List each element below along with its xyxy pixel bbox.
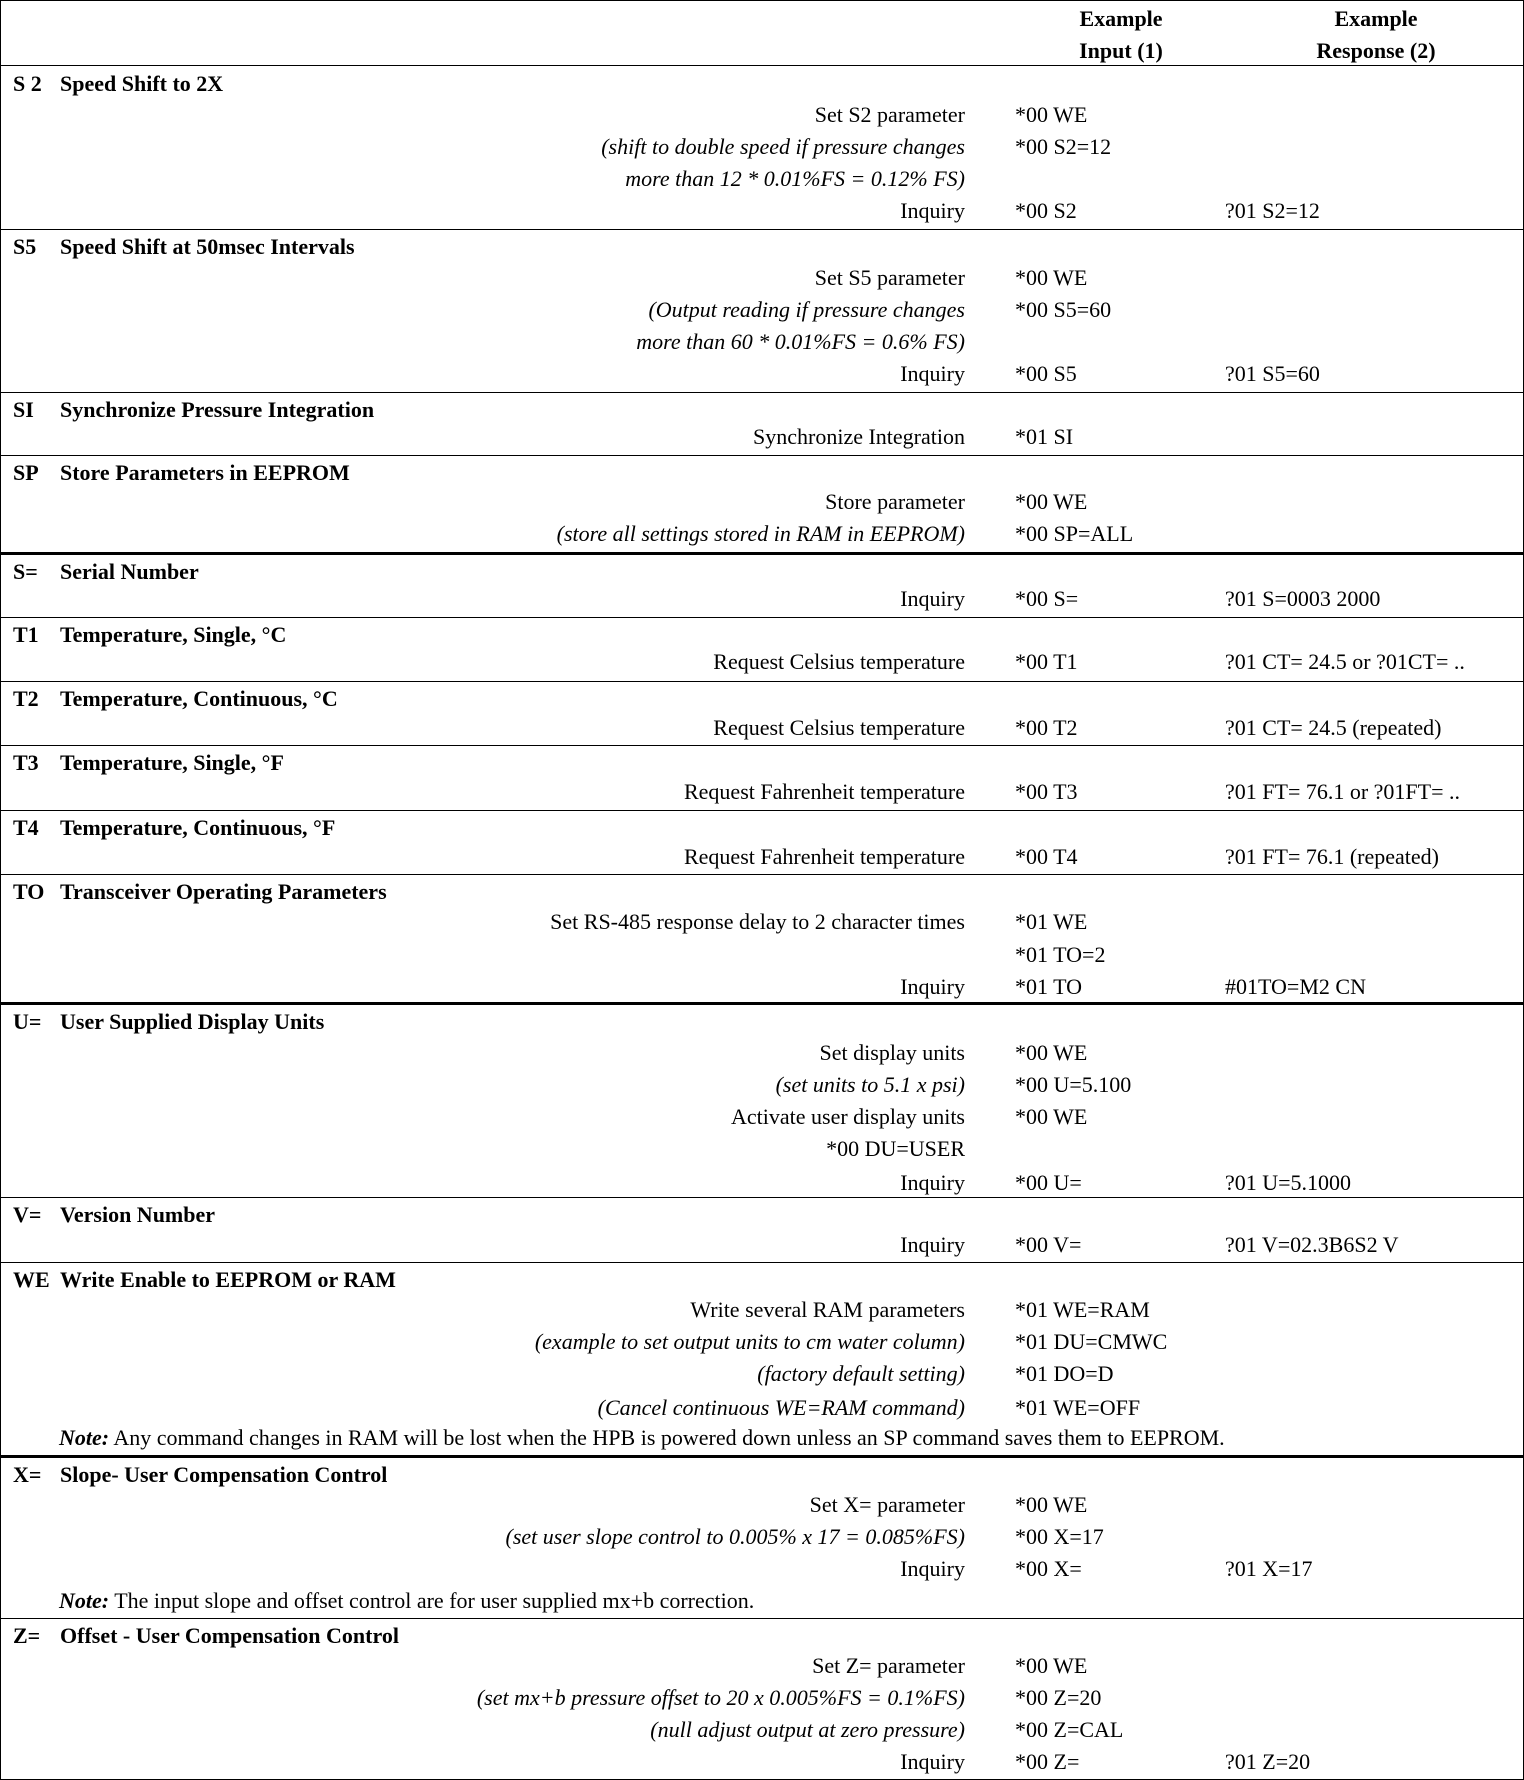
example-input: *01 TO xyxy=(1015,974,1083,999)
table-row xyxy=(1,1682,1523,1714)
example-response: ?01 FT= 76.1 or ?01FT= .. xyxy=(1225,779,1461,804)
table-row xyxy=(1,1101,1523,1133)
command-name: Transceiver Operating Parameters xyxy=(60,879,387,904)
table-row xyxy=(1,939,1523,971)
command-section xyxy=(1,618,1523,682)
table-row xyxy=(1,1489,1523,1521)
row-description: Set RS-485 response delay to 2 character times xyxy=(550,909,965,934)
command-name: Synchronize Pressure Integration xyxy=(60,397,375,422)
note-text: Any command changes in RAM will be lost when the HPB is powered down unless an SP command saves them to EEPROM. xyxy=(109,1425,1225,1450)
row-description: Inquiry xyxy=(900,974,965,999)
example-input: *00 WE xyxy=(1015,1104,1088,1129)
command-name: Speed Shift to 2X xyxy=(60,71,224,96)
example-input: *00 S= xyxy=(1015,586,1079,611)
row-description: Set Z= parameter xyxy=(812,1653,965,1678)
row-description: Set S2 parameter xyxy=(814,102,965,127)
command-section xyxy=(1,1619,1523,1780)
table-row xyxy=(1,1133,1523,1165)
command-section xyxy=(1,875,1523,1005)
table-row xyxy=(1,262,1523,294)
command-code: SP xyxy=(13,460,39,485)
example-input: *01 WE xyxy=(1015,909,1088,934)
row-description: Inquiry xyxy=(900,1170,965,1195)
row-description: *00 DU=USER xyxy=(826,1136,965,1161)
example-input: *00 T1 xyxy=(1015,649,1078,674)
table-row xyxy=(1,1650,1523,1682)
note-text: The input slope and offset control are for user supplied mx+b correction. xyxy=(109,1588,755,1613)
example-input: *01 DU=CMWC xyxy=(1015,1329,1168,1354)
example-response: ?01 S5=60 xyxy=(1225,361,1320,386)
command-name: Offset - User Compensation Control xyxy=(60,1623,399,1648)
table-row xyxy=(1,841,1523,873)
command-code: T2 xyxy=(13,686,39,711)
example-input: *01 DO=D xyxy=(1015,1361,1114,1386)
example-input: *00 U=5.100 xyxy=(1015,1072,1132,1097)
row-description: Request Celsius temperature xyxy=(713,649,965,674)
example-response: ?01 V=02.3B6S2 V xyxy=(1225,1232,1399,1257)
command-name: Slope- User Compensation Control xyxy=(60,1462,388,1487)
table-row xyxy=(1,1358,1523,1390)
row-description: Set X= parameter xyxy=(809,1492,965,1517)
example-input: *00 X=17 xyxy=(1015,1524,1104,1549)
command-code: WE xyxy=(13,1267,50,1292)
table-row xyxy=(1,1037,1523,1069)
table-row xyxy=(1,358,1523,390)
row-description: Request Celsius temperature xyxy=(713,715,965,740)
example-input: *00 V= xyxy=(1015,1232,1082,1257)
command-name: Version Number xyxy=(60,1202,216,1227)
command-code: T3 xyxy=(13,750,39,775)
command-section xyxy=(1,230,1523,393)
command-code: TO xyxy=(13,879,45,904)
table-row xyxy=(1,326,1523,358)
example-response: ?01 S2=12 xyxy=(1225,198,1320,223)
example-input: *00 Z=20 xyxy=(1015,1685,1102,1710)
command-section xyxy=(1,393,1523,456)
command-name: Temperature, Single, °F xyxy=(60,750,284,775)
row-description: Inquiry xyxy=(900,1232,965,1257)
table-row xyxy=(1,583,1523,615)
table-row xyxy=(1,1294,1523,1326)
example-input: *00 S5 xyxy=(1015,361,1077,386)
example-response-header-line2: Response (2) xyxy=(1316,38,1436,63)
example-input: *00 WE xyxy=(1015,1040,1088,1065)
example-response: ?01 X=17 xyxy=(1225,1556,1313,1581)
row-description: Set display units xyxy=(819,1040,965,1065)
row-description: Synchronize Integration xyxy=(753,424,965,449)
example-input: *00 WE xyxy=(1015,489,1088,514)
command-name: Temperature, Continuous, °C xyxy=(60,686,338,711)
row-description: (factory default setting) xyxy=(757,1361,965,1386)
table-row xyxy=(1,131,1523,163)
table-row xyxy=(1,776,1523,808)
example-input: *00 Z= xyxy=(1015,1749,1080,1774)
row-description: (store all settings stored in RAM in EEPROM) xyxy=(556,521,965,546)
example-input: *00 WE xyxy=(1015,1492,1088,1517)
table-row xyxy=(1,971,1523,1003)
table-row xyxy=(1,1167,1523,1199)
example-input: *01 WE=RAM xyxy=(1015,1297,1150,1322)
example-input: *01 WE=OFF xyxy=(1015,1395,1141,1420)
command-code: SI xyxy=(13,397,34,422)
row-description: more than 12 * 0.01%FS = 0.12% FS) xyxy=(625,166,965,191)
row-description: Inquiry xyxy=(900,198,965,223)
example-input-header-line2: Input (1) xyxy=(1079,38,1163,63)
example-response: ?01 CT= 24.5 or ?01CT= .. xyxy=(1225,649,1465,674)
note-label: Note: xyxy=(59,1425,110,1450)
row-description: (Output reading if pressure changes xyxy=(648,297,965,322)
example-response: ?01 CT= 24.5 (repeated) xyxy=(1225,715,1442,740)
command-name: Temperature, Continuous, °F xyxy=(60,815,336,840)
example-input: *01 SI xyxy=(1015,424,1074,449)
row-description: (set mx+b pressure offset to 20 x 0.005%FS = 0.1%FS) xyxy=(476,1685,965,1710)
command-section xyxy=(1,1198,1523,1263)
command-name: Speed Shift at 50msec Intervals xyxy=(60,234,355,259)
table-row xyxy=(1,421,1523,453)
command-section xyxy=(1,67,1523,230)
row-description: Request Fahrenheit temperature xyxy=(683,844,965,869)
example-input-header-line1: Example xyxy=(1079,6,1163,31)
example-input: *00 SP=ALL xyxy=(1015,521,1134,546)
command-code: S 2 xyxy=(13,71,42,96)
command-code: V= xyxy=(13,1202,42,1227)
table-row xyxy=(1,1392,1523,1424)
row-description: Inquiry xyxy=(900,1749,965,1774)
command-section xyxy=(1,1263,1523,1458)
table-row xyxy=(1,1553,1523,1585)
row-description: (set units to 5.1 x psi) xyxy=(775,1072,965,1097)
command-code: Z= xyxy=(13,1623,41,1648)
example-input: *00 T3 xyxy=(1015,779,1078,804)
row-description: more than 60 * 0.01%FS = 0.6% FS) xyxy=(636,329,965,354)
row-description: (example to set output units to cm water column) xyxy=(534,1329,965,1354)
table-row xyxy=(1,646,1523,678)
example-input: *00 Z=CAL xyxy=(1015,1717,1124,1742)
table-row xyxy=(1,1521,1523,1553)
table-row xyxy=(1,99,1523,131)
example-input: *00 S5=60 xyxy=(1015,297,1112,322)
command-section xyxy=(1,456,1523,555)
command-section xyxy=(1,1458,1523,1619)
table-row xyxy=(1,518,1523,550)
table-row xyxy=(1,486,1523,518)
table-row xyxy=(1,195,1523,227)
table-row xyxy=(1,1069,1523,1101)
example-response-header-line1: Example xyxy=(1334,6,1418,31)
row-description: Set S5 parameter xyxy=(814,265,965,290)
command-name: Write Enable to EEPROM or RAM xyxy=(60,1267,396,1292)
command-code: S= xyxy=(13,559,38,584)
row-description: (set user slope control to 0.005% x 17 = 0.085%FS) xyxy=(505,1524,965,1549)
table-row xyxy=(1,712,1523,744)
example-input: *00 T2 xyxy=(1015,715,1078,740)
row-description: Store parameter xyxy=(825,489,965,514)
table-row xyxy=(1,294,1523,326)
table-row xyxy=(1,1746,1523,1778)
row-description: (Cancel continuous WE=RAM command) xyxy=(597,1395,965,1420)
command-code: U= xyxy=(13,1009,42,1034)
row-description: Request Fahrenheit temperature xyxy=(683,779,965,804)
example-response-header xyxy=(1266,3,1486,67)
command-code: X= xyxy=(13,1462,42,1487)
example-input: *00 X= xyxy=(1015,1556,1082,1581)
table-header xyxy=(1,1,1523,66)
row-description: Inquiry xyxy=(900,1556,965,1581)
command-code: T1 xyxy=(13,622,39,647)
row-description: (null adjust output at zero pressure) xyxy=(650,1717,965,1742)
command-name: Store Parameters in EEPROM xyxy=(60,460,350,485)
command-section xyxy=(1,811,1523,875)
example-input: *00 T4 xyxy=(1015,844,1078,869)
command-code: T4 xyxy=(13,815,39,840)
note-label: Note: xyxy=(59,1588,110,1613)
command-name: Serial Number xyxy=(60,559,199,584)
example-response: ?01 Z=20 xyxy=(1225,1749,1311,1774)
section-note xyxy=(59,1585,754,1617)
command-name: User Supplied Display Units xyxy=(60,1009,325,1034)
command-name: Temperature, Single, °C xyxy=(60,622,287,647)
command-section xyxy=(1,682,1523,746)
row-description: Inquiry xyxy=(900,586,965,611)
example-input: *01 TO=2 xyxy=(1015,942,1106,967)
example-response: ?01 S=0003 2000 xyxy=(1225,586,1381,611)
command-section xyxy=(1,1005,1523,1198)
command-section xyxy=(1,555,1523,618)
example-response: ?01 FT= 76.1 (repeated) xyxy=(1225,844,1439,869)
table-row xyxy=(1,1326,1523,1358)
table-row xyxy=(1,1229,1523,1261)
example-input: *00 S2 xyxy=(1015,198,1077,223)
table-row xyxy=(1,906,1523,938)
example-input: *00 WE xyxy=(1015,265,1088,290)
command-code: S5 xyxy=(13,234,37,259)
row-description: Write several RAM parameters xyxy=(690,1297,965,1322)
row-description: Inquiry xyxy=(900,361,965,386)
example-input: *00 S2=12 xyxy=(1015,134,1112,159)
example-input-header xyxy=(1031,3,1211,67)
table-row xyxy=(1,163,1523,195)
example-response: ?01 U=5.1000 xyxy=(1225,1170,1352,1195)
example-input: *00 WE xyxy=(1015,1653,1088,1678)
command-section xyxy=(1,746,1523,811)
table-row xyxy=(1,1714,1523,1746)
example-response: #01TO=M2 CN xyxy=(1225,974,1366,999)
row-description: (shift to double speed if pressure changes xyxy=(601,134,965,159)
row-description: Activate user display units xyxy=(730,1104,965,1129)
section-note xyxy=(59,1422,1225,1454)
example-input: *00 WE xyxy=(1015,102,1088,127)
example-input: *00 U= xyxy=(1015,1170,1082,1195)
